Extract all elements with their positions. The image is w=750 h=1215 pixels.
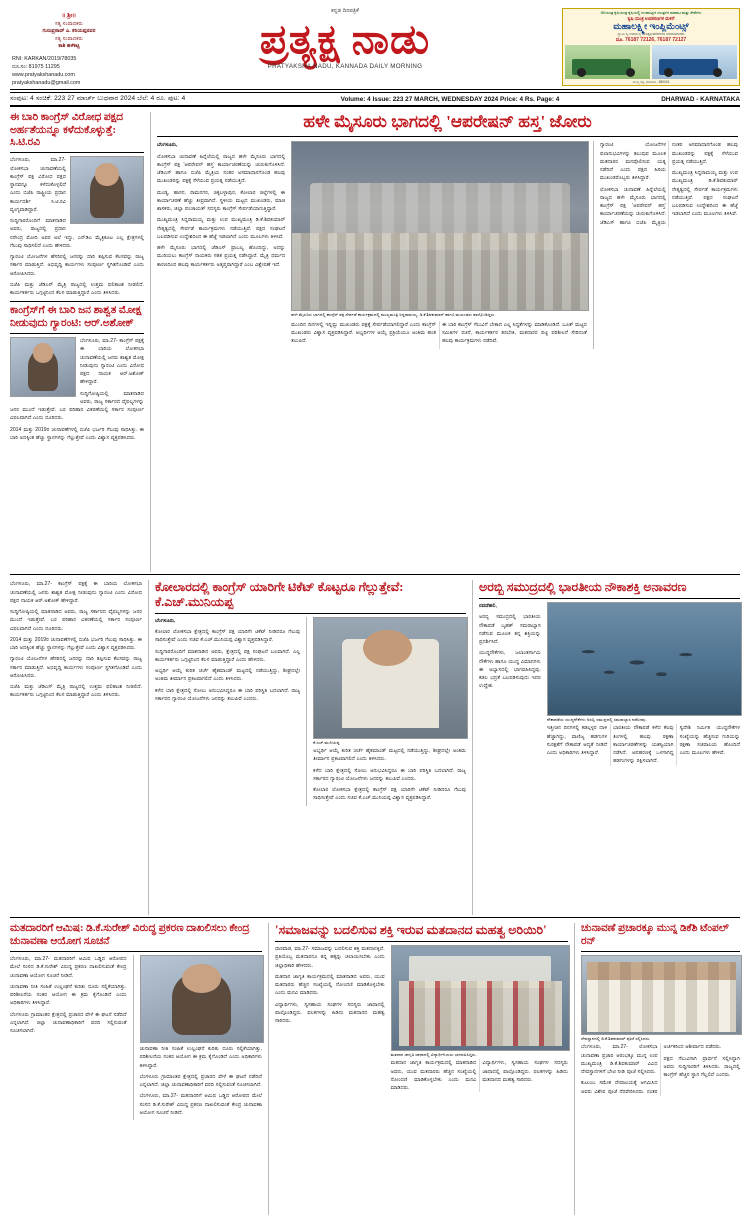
lead-photo [291,141,589,311]
lead-p4: ಹಳೇ ಮೈಸೂರು ಭಾಗದಲ್ಲಿ ಜೆಡಿಎಸ್ ಪ್ರಾಬಲ್ಯ ಹೊಂದಿದ್ದು, ಅದನ್ನು ಮುರಿಯಲು ಕಾಂಗ್ರೆಸ್ ನಾಯಕರು ಸತತ ಪ್ರಯತ್ನ ನಡೆಸಿದ್ದಾರೆ. ಮೈತ್ರಿ ಧರ್ಮದ ಕಾರಣದಿಂದ ಹಲವು ಕಾರ್ಯಕರ್ತರು ಅತೃಪ್ತರಾಗಿದ್ದಾರೆ ಎಂಬ ವಿಶ್ಲೇಷಣೆ ಇದೆ. [157,245,286,268]
dk-suresh-p4: ಚುನಾವಣಾ ನೀತಿ ಸಂಹಿತೆ ಉಲ್ಲಂಘನೆ ಕುರಿತು ದೂರು ಸಲ್ಲಿಕೆಯಾಗಿತ್ತು. ಪರಿಶೀಲನೆಯ ನಂತರ ಆಯೋಗ ಈ ಕ್ರಮ ಕೈಗೊಂಡಿದೆ ಎಂದು ಅಧಿಕಾರಿಗಳು ತಿಳಿಸಿದ್ದಾರೆ. [139,1046,262,1069]
vote-col-1 [275,945,385,1092]
dks-temple-headline: ಚುನಾವಣೆ ಪ್ರಚಾರಕ್ಕೂ ಮುನ್ನ ಡಿಕೆಶಿ ಟೆಂಪಲ್ ರನ್ [581,923,729,947]
navy-p2: ಯುದ್ಧನೌಕೆಗಳು, ಜಲಾಂತರ್ಗಾಮಿ ನೌಕೆಗಳು ಹಾಗೂ ಯುದ್ಧ ವಿಮಾನಗಳು ಈ ಅಭ್ಯಾಸದಲ್ಲಿ ಭಾಗವಹಿಸಿದ್ದವು. ಕಡಲ ಭದ್ರತೆ ಬಲಪಡಿಸುವುದು ಇದರ ಉದ್ದೇಶ. [479,650,541,690]
lead-p9: ಮುಖ್ಯಮಂತ್ರಿ ಸಿದ್ದರಾಮಯ್ಯ ಮತ್ತು ಉಪ ಮುಖ್ಯಮಂತ್ರಿ ಡಿ.ಕೆ.ಶಿವಕುಮಾರ್ ನೇತೃತ್ವದಲ್ಲಿ ಸೇರ್ಪಡೆ ಕಾರ್ಯಕ್ರಮಗಳು ನಡೆಯುತ್ತಿವೆ. ಪಕ್ಷದ ಸಂಘಟನೆ ಬಲಪಡಿಸುವ ಉದ್ದೇಶದಿಂದ ಈ ಹೆಜ್ಜೆ ಇಡಲಾಗಿದೆ ಎಂದು ಮೂಲಗಳು ತಿಳಿಸಿವೆ. [671,170,738,218]
lead-col-1 [157,141,285,348]
ad-description: ಸ್ವಾಮಿ ಸ್ವ ಅವಾದ ಸ್ಥ ಯಂತ್ರೋಪಕರಣಗಳ ಮಾರಾಟಗಾರರು [617,31,685,36]
mid-left-side-p4: ಗ್ಯಾರಂಟಿ ಯೋಜನೆಗಳ ಹೆಸರಿನಲ್ಲಿ ಜನರನ್ನು ದಾರಿ ತಪ್ಪಿಸುವ ಕೆಲಸವನ್ನು ರಾಜ್ಯ ಸರ್ಕಾರ ಮಾಡುತ್ತಿದೆ. ಅಭಿವೃದ್ಧಿ ಕಾರ್ಯಗಳು ಸಂಪೂರ್ಣ ಸ್ಥಗಿತಗೊಂಡಿವೆ ಎಂದು ಆರೋಪಿಸಿದರು. [10,656,142,679]
lead-story [150,112,738,572]
om-symbol: ॥ ಶ್ರೀ॥ [61,13,77,19]
story-dk-suresh [10,923,262,1215]
navy-col-1 [479,602,541,766]
zone-bottom [10,923,740,1215]
editor-name-2: ಕಾಶಿ ಹಳೆಕಟ್ಟಿ [58,43,80,50]
lead-headline: ಹಳೇ ಮೈಸೂರು ಭಾಗದಲ್ಲಿ 'ಆಪರೇಷನ್ ಹಸ್ತ' ಜೋರು [303,112,592,132]
dk-suresh-p1: ಬೆಂಗಳೂರು, ಮಾ.27- ಮತದಾರರಿಗೆ ಆಮಿಷ ಒಡ್ಡಿದ ಆರೋಪದ ಮೇಲೆ ಸಂಸದ ಡಿ.ಕೆ.ಸುರೇಶ್ ವಿರುದ್ಧ ಪ್ರಕರಣ ದಾಖಲಿಸುವಂತೆ ಕೇಂದ್ರ ಚುನಾವಣಾ ಆಯೋಗ ಸೂಚನೆ ನೀಡಿದೆ. [10,956,127,979]
ad-phone: ದೂ. 76187 72126, 76187 72127 [615,36,687,43]
kolar-photo-caption: ಕೆ.ಎಚ್.ಮುನಿಯಪ್ಪ [313,739,340,745]
dks-temple-caption: ದೇವಸ್ಥಾನದಲ್ಲಿ ಡಿ.ಕೆ.ಶಿವಕುಮಾರ್ ಪೂಜೆ ಸಲ್ಲಿಸಿದರು. [581,1036,651,1041]
story-navy [472,580,740,915]
masthead [10,8,740,90]
mid-left-story [10,580,142,915]
dk-suresh-photo [140,955,264,1043]
lead-p6: ಈ ಬಾರಿ ಕಾಂಗ್ರೆಸ್ ಗೆಲುವಿಗೆ ಬೇಕಾದ ಎಲ್ಲ ಸಿದ್ಧತೆಗಳನ್ನು ಮಾಡಿಕೊಂಡಿದೆ. ಬೂತ್ ಮಟ್ಟದ ಸಮಿತಿಗಳ ರಚನೆ, ಕಾರ್ಯಕರ್ತರ ತರಬೇತಿ, ಮತದಾರರ ಪಟ್ಟಿ ಪರಿಶೀಲನೆ ಸೇರಿದಂತೆ ಹಲವು ಕಾರ್ಯಕ್ರಮಗಳು ನಡೆದಿವೆ. [442,321,587,345]
navy-p4: ಭಾರತೀಯ ನೌಕಾಪಡೆ ಕಳೆದ ಕೆಲವು ತಿಂಗಳಲ್ಲಿ ಹಲವು ರಕ್ಷಣಾ ಕಾರ್ಯಾಚರಣೆಗಳನ್ನು ಯಶಸ್ವಿಯಾಗಿ ನಡೆಸಿದೆ. ಅಪಹರಣಕ್ಕೆ ಒಳಗಾಗಿದ್ದ ಹಡಗುಗಳನ್ನು ರಕ್ಷಿಸಲಾಗಿದೆ. [613,725,674,765]
dk-suresh-p6: ಬೆಂಗಳೂರು, ಮಾ.27- ಮತದಾರರಿಗೆ ಆಮಿಷ ಒಡ್ಡಿದ ಆರೋಪದ ಮೇಲೆ ಸಂಸದ ಡಿ.ಕೆ.ಸುರೇಶ್ ವಿರುದ್ಧ ಪ್ರಕರಣ ದಾಖಲಿಸುವಂತೆ ಕೇಂದ್ರ ಚುನಾವಣಾ ಆಯೋಗ ಸೂಚನೆ ನೀಡಿದೆ. [139,1093,262,1116]
lead-p8: ಲೋಕಸಭಾ ಚುನಾವಣೆ ಹಿನ್ನೆಲೆಯಲ್ಲಿ ರಾಜ್ಯದ ಹಳೇ ಮೈಸೂರು ಭಾಗದಲ್ಲಿ ಕಾಂಗ್ರೆಸ್ ಪಕ್ಷ 'ಆಪರೇಷನ್ ಹಸ್ತ' ಕಾರ್ಯಾಚರಣೆಯನ್ನು ಚುರುಕುಗೊಳಿಸಿದೆ. ಜೆಡಿಎಸ್ ಹಾಗೂ ಬಿಜೆಪಿ ಮೈತ್ರಿಯ ನಂತರ ಅಸಮಾಧಾನಗೊಂಡ ಹಲವು ಮುಖಂಡರನ್ನು ಪಕ್ಷಕ್ಕೆ ಸೆಳೆಯುವ ಪ್ರಯತ್ನ ನಡೆಯುತ್ತಿದೆ. [599,142,738,226]
newspaper-subtitle-english: PRATYAKSHA NADU, KANNADA DAILY MORNING [267,63,423,70]
ad-image-implement [652,45,737,79]
folio-bar [10,92,740,107]
navy-headline: ಅರಬ್ಬಿ ಸಮುದ್ರದಲ್ಲಿ ಭಾರತೀಯ ನೌಕಾಶಕ್ತಿ ಅನಾವರಣ [479,580,687,595]
masthead-website[interactable]: www.pratyakshanadu.com [12,72,75,79]
dk-suresh-headline: ಮತದಾರರಿಗೆ ಆಮಿಷ: ಡಿ.ಕೆ.ಸುರೇಶ್ ವಿರುದ್ಧ ಪ್ರಕರಣ ದಾಖಲಿಸಲು ಕೇಂದ್ರ ಚುನಾವಣಾ ಆಯೋಗ ಸೂಚನೆ [10,923,250,947]
kolar-p1: ಕೋಲಾರ ಲೋಕಸಭಾ ಕ್ಷೇತ್ರದಲ್ಲಿ ಕಾಂಗ್ರೆಸ್ ಪಕ್ಷ ಯಾರಿಗೇ ಟಿಕೆಟ್ ನೀಡಿದರೂ ಗೆಲುವು ಸಾಧಿಸುತ್ತೇವೆ ಎಂದು ಸಚಿವ ಕೆ.ಎಚ್.ಮುನಿಯಪ್ಪ ವಿಶ್ವಾಸ ವ್ಯಕ್ತಪಡಿಸಿದ್ದಾರೆ. [155,629,301,644]
kolar-p6: ಕಳೆದ ಬಾರಿ ಕ್ಷೇತ್ರದಲ್ಲಿ ಸೋಲು ಅನುಭವಿಸಿದ್ದರೂ ಈ ಬಾರಿ ಪರಿಸ್ಥಿತಿ ಬದಲಾಗಿದೆ. ರಾಜ್ಯ ಸರ್ಕಾರದ ಗ್ಯಾರಂಟಿ ಯೋಜನೆಗಳು ಜನರನ್ನು ತಲುಪಿವೆ ಎಂದರು. [313,767,466,782]
lead-dateline: ಬೆಂಗಳೂರು, [157,142,178,149]
editor-label-2: ಸತ್ಯ ಸಂಪಾದಕರು [55,35,83,42]
story-dks-temple [574,923,740,1215]
kolar-p2: ಸುದ್ದಿಗಾರರೊಂದಿಗೆ ಮಾತನಾಡಿದ ಅವರು, ಕ್ಷೇತ್ರದಲ್ಲಿ ಪಕ್ಷ ಸಂಘಟನೆ ಬಲವಾಗಿದೆ. ಎಲ್ಲ ಕಾರ್ಯಕರ್ತರು ಒಗ್ಗಟ್ಟಿನಿಂದ ಕೆಲಸ ಮಾಡುತ್ತಿದ್ದಾರೆ ಎಂದು ಹೇಳಿದರು. [155,648,301,663]
lead-p5: ಮುಂದಿನ ದಿನಗಳಲ್ಲಿ ಇನ್ನಷ್ಟು ಮುಖಂಡರು ಪಕ್ಷಕ್ಕೆ ಸೇರ್ಪಡೆಯಾಗಲಿದ್ದಾರೆ ಎಂದು ಕಾಂಗ್ರೆಸ್ ಮುಖಂಡರು ವಿಶ್ವಾಸ ವ್ಯಕ್ತಪಡಿಸಿದ್ದಾರೆ. ಅಭ್ಯರ್ಥಿಗಳ ಆಯ್ಕೆ ಪ್ರಕ್ರಿಯೆಯೂ ಅಂತಿಮ ಹಂತ ತಲುಪಿದೆ. [291,321,437,345]
left-top-p2: ಸುದ್ದಿಗಾರರೊಂದಿಗೆ ಮಾತನಾಡಿದ ಅವರು, ರಾಜ್ಯದಲ್ಲಿ ಪ್ರಧಾನಿ ನರೇಂದ್ರ ಮೋದಿ ಅವರ ಅಲೆ ಇದ್ದು, ಎನ್‌ಡಿಎ ಮೈತ್ರಿಕೂಟ ಎಲ್ಲ ಕ್ಷೇತ್ರಗಳಲ್ಲಿ ಗೆಲುವು ಸಾಧಿಸಲಿದೆ ಎಂದು ಹೇಳಿದರು. [10,218,144,249]
left-top-headline: ಈ ಬಾರಿ ಕಾಂಗ್ರೆಸ್ ವಿರೋಧ ಪಕ್ಷದ ಅರ್ಹತೆಯನ್ನೂ ಕಳೆದುಕೊಳ್ಳುತ್ತೆ: ಸಿ.ಟಿ.ರವಿ [10,112,124,148]
editor-name-1: ಗುರುಪ್ರಸಾದ್ ಎ. ಕರಿಯಪ್ಪನವರ [42,28,96,35]
lead-p7: ಗ್ಯಾರಂಟಿ ಯೋಜನೆಗಳ ಫಲಾನುಭವಿಗಳನ್ನು ತಲುಪುವ ಮೂಲಕ ಮತದಾರರ ಮನವೊಲಿಸುವ ಯತ್ನ ನಡೆದಿದೆ ಎಂದು ಪಕ್ಷದ ಹಿರಿಯ ಮುಖಂಡರೊಬ್ಬರು ತಿಳಿಸಿದ್ದಾರೆ. [599,142,666,182]
lead-p2: ಮಂಡ್ಯ, ಹಾಸನ, ರಾಮನಗರ, ಚಿಕ್ಕಬಳ್ಳಾಪುರ, ಕೋಲಾರ ಜಿಲ್ಲೆಗಳಲ್ಲಿ ಈ ಕಾರ್ಯಾಚರಣೆ ಹೆಚ್ಚು ತೀವ್ರವಾಗಿದೆ. ಸ್ಥಳೀಯ ಮಟ್ಟದ ಮುಖಂಡರು, ಮಾಜಿ ಶಾಸಕರು, ಜಿಲ್ಲಾ ಪಂಚಾಯತ್ ಸದಸ್ಯರು ಕಾಂಗ್ರೆಸ್ ಸೇರ್ಪಡೆಯಾಗುತ್ತಿದ್ದಾರೆ. [157,189,286,213]
vote-col-2 [391,945,568,1092]
ad-address: ಮುಖ್ಯ ರಸ್ತೆ, ಧಾರವಾಡ - 580001 [632,79,670,84]
ad-image-tractor [565,45,650,79]
folio-edition: DHARWAD - KARNATAKA [661,95,740,103]
left-top-p1: ಬೆಂಗಳೂರು, ಮಾ.27- ಲೋಕಸಭಾ ಚುನಾವಣೆಯಲ್ಲಿ ಕಾಂಗ್ರೆಸ್ ಪಕ್ಷ ವಿರೋಧ ಪಕ್ಷದ ಸ್ಥಾನವನ್ನೂ ಕಳೆದುಕೊಳ್ಳಲಿದೆ ಎಂದು ಬಿಜೆಪಿ ರಾಷ್ಟ್ರೀಯ ಪ್ರಧಾನ ಕಾರ್ಯದರ್ಶಿ ಸಿ.ಟಿ.ರವಿ ವ್ಯಂಗ್ಯವಾಡಿದ್ದಾರೆ. [10,157,66,213]
masthead-email[interactable]: pratyakshanadu@gmail.com [12,80,81,87]
navy-p1: ಅರಬ್ಬಿ ಸಮುದ್ರದಲ್ಲಿ ಭಾರತೀಯ ನೌಕಾಪಡೆ ಬೃಹತ್ ಸಮರಾಭ್ಯಾಸ ನಡೆಸುವ ಮೂಲಕ ತನ್ನ ಶಕ್ತಿಯನ್ನು ಪ್ರದರ್ಶಿಸಿದೆ. [479,614,541,645]
lead-p3: ಮುಖ್ಯಮಂತ್ರಿ ಸಿದ್ದರಾಮಯ್ಯ ಮತ್ತು ಉಪ ಮುಖ್ಯಮಂತ್ರಿ ಡಿ.ಕೆ.ಶಿವಕುಮಾರ್ ನೇತೃತ್ವದಲ್ಲಿ ಸೇರ್ಪಡೆ ಕಾರ್ಯಕ್ರಮಗಳು ನಡೆಯುತ್ತಿವೆ. ಪಕ್ಷದ ಸಂಘಟನೆ ಬಲಪಡಿಸುವ ಉದ್ದೇಶದಿಂದ ಈ ಹೆಜ್ಜೆ ಇಡಲಾಗಿದೆ ಎಂದು ಮೂಲಗಳು ತಿಳಿಸಿವೆ. [157,217,286,240]
dks-p1: ಬೆಂಗಳೂರು, ಮಾ.27- ಲೋಕಸಭಾ ಚುನಾವಣಾ ಪ್ರಚಾರ ಆರಂಭಕ್ಕೂ ಮುನ್ನ ಉಪ ಮುಖ್ಯಮಂತ್ರಿ ಡಿ.ಕೆ.ಶಿವಕುಮಾರ್ ವಿವಿಧ ದೇವಸ್ಥಾನಗಳಿಗೆ ಭೇಟಿ ನೀಡಿ ಪೂಜೆ ಸಲ್ಲಿಸಿದರು. [581,1044,658,1076]
left-mid-photo [10,337,76,397]
left-mid-headline: ಕಾಂಗ್ರೆಸ್‌ಗೆ ಈ ಬಾರಿ ಜನ ಶಾಶ್ವತ ಮೋಕ್ಷ ನೀಡುವುದು ಗ್ಯಾರಂಟಿ: ಆರ್.ಅಶೋಕ್ [10,305,142,329]
mid-left-side-p5: ಬಿಜೆಪಿ ಮತ್ತು ಜೆಡಿಎಸ್ ಮೈತ್ರಿ ರಾಜ್ಯದಲ್ಲಿ ಉತ್ತಮ ಫಲಿತಾಂಶ ನೀಡಲಿದೆ. ಕಾರ್ಯಕರ್ತರು ಒಗ್ಗಟ್ಟಿನಿಂದ ಕೆಲಸ ಮಾಡುತ್ತಿದ್ದಾರೆ ಎಂದು ತಿಳಿಸಿದರು. [10,684,142,699]
navy-photo-caption: ನೌಕಾಪಡೆಯ ಯುದ್ಧನೌಕೆಗಳು ಅರಬ್ಬಿ ಸಮುದ್ರದಲ್ಲಿ ಸಮರಾಭ್ಯಾಸ ನಡೆಸಿದವು. [546,717,647,722]
left-top-photo [70,156,144,224]
left-top-p3: ಗ್ಯಾರಂಟಿ ಯೋಜನೆಗಳ ಹೆಸರಿನಲ್ಲಿ ಜನರನ್ನು ದಾರಿ ತಪ್ಪಿಸುವ ಕೆಲಸವನ್ನು ರಾಜ್ಯ ಸರ್ಕಾರ ಮಾಡುತ್ತಿದೆ. ಅಭಿವೃದ್ಧಿ ಕಾರ್ಯಗಳು ಸಂಪೂರ್ಣ ಸ್ಥಗಿತಗೊಂಡಿವೆ ಎಂದು ಆರೋಪಿಸಿದರು. [10,254,144,277]
lead-col-right [593,141,738,348]
kolar-dateline: ಬೆಂಗಳೂರು, [155,617,176,624]
vote-awareness-headline: 'ಸಮಾಜವನ್ನು ಬದಲಿಸುವ ಶಕ್ತಿ ಇರುವ ಮತದಾನದ ಮಹತ್ವ ಅರಿಯಿರಿ' [275,923,547,938]
kolar-p3: ಅಭ್ಯರ್ಥಿ ಆಯ್ಕೆ ಕುರಿತ ಚರ್ಚೆ ಹೈಕಮಾಂಡ್ ಮಟ್ಟದಲ್ಲಿ ನಡೆಯುತ್ತಿದ್ದು, ಶೀಘ್ರದಲ್ಲೇ ಅಂತಿಮ ತೀರ್ಮಾನ ಪ್ರಕಟವಾಗಲಿದೆ ಎಂದು ತಿಳಿಸಿದರು. [155,668,301,683]
editor-label-1: ಸತ್ಯ ಸಂಪಾದಕರು [55,20,83,27]
masthead-meta [10,55,128,87]
dks-p2: ಕುಟುಂಬ ಸಮೇತ ದೇವಾಲಯಕ್ಕೆ ಆಗಮಿಸಿದ ಅವರು ವಿಶೇಷ ಪೂಜೆ ನೆರವೇರಿಸಿದರು. ನಂತರ ಅರ್ಚಕರಿಂದ ಆಶೀರ್ವಾದ ಪಡೆದರು. [581,1044,722,1095]
dk-suresh-p2: ಚುನಾವಣಾ ನೀತಿ ಸಂಹಿತೆ ಉಲ್ಲಂಘನೆ ಕುರಿತು ದೂರು ಸಲ್ಲಿಕೆಯಾಗಿತ್ತು. ಪರಿಶೀಲನೆಯ ನಂತರ ಆಯೋಗ ಈ ಕ್ರಮ ಕೈಗೊಂಡಿದೆ ಎಂದು ಅಧಿಕಾರಿಗಳು ತಿಳಿಸಿದ್ದಾರೆ. [10,983,127,1007]
mid-left-side-p3: 2014 ಮತ್ತು 2019ರ ಚುನಾವಣೆಗಳಲ್ಲಿ ಬಿಜೆಪಿ ಭರ್ಜರಿ ಗೆಲುವು ಸಾಧಿಸಿತ್ತು. ಈ ಬಾರಿ ಅದಕ್ಕಿಂತ ಹೆಚ್ಚು ಸ್ಥಾನಗಳನ್ನು ಗೆಲ್ಲುತ್ತೇವೆ ಎಂದು ವಿಶ್ವಾಸ ವ್ಯಕ್ತಪಡಿಸಿದರು. [10,636,142,651]
rni-number: RNI: KARKAN/2019/78035 [12,55,77,62]
vote-p2: ಮತದಾನ ಜಾಗೃತಿ ಕಾರ್ಯಕ್ರಮದಲ್ಲಿ ಮಾತನಾಡಿದ ಅವರು, ಯುವ ಮತದಾರರು ಹೆಚ್ಚಿನ ಸಂಖ್ಯೆಯಲ್ಲಿ ನೋಂದಣಿ ಮಾಡಿಕೊಳ್ಳಬೇಕು ಎಂದು ಮನವಿ ಮಾಡಿದರು. [275,973,385,997]
top-advertisement[interactable] [562,8,740,86]
ad-tagline: ಅನಿಯಂತ್ರ ಕೃಷಿಯಂತ್ರ ಕೃಷಿಯಲ್ಲಿ ಗುಣಮಟ್ಟದ ಯಂತ್ರಗಳ ಮಾರಾಟ ಮತ್ತು ಸೇವೆಗಳು [600,11,702,15]
kolar-col-2 [306,617,466,806]
dk-suresh-col-2 [133,955,262,1120]
left-mid-p1: ಬೆಂಗಳೂರು, ಮಾ.27- ಕಾಂಗ್ರೆಸ್ ಪಕ್ಷಕ್ಕೆ ಈ ಬಾರಿಯ ಲೋಕಸಭಾ ಚುನಾವಣೆಯಲ್ಲಿ ಜನರು ಶಾಶ್ವತ ಮೋಕ್ಷ ನೀಡುವುದು ಗ್ಯಾರಂಟಿ ಎಂದು ವಿರೋಧ ಪಕ್ಷದ ನಾಯಕ ಆರ್.ಅಶೋಕ್ ಹೇಳಿದ್ದಾರೆ. [80,338,144,386]
vote-p4: ಮತದಾನ ಜಾಗೃತಿ ಕಾರ್ಯಕ್ರಮದಲ್ಲಿ ಮಾತನಾಡಿದ ಅವರು, ಯುವ ಮತದಾರರು ಹೆಚ್ಚಿನ ಸಂಖ್ಯೆಯಲ್ಲಿ ನೋಂದಣಿ ಮಾಡಿಕೊಳ್ಳಬೇಕು ಎಂದು ಮನವಿ ಮಾಡಿದರು. [390,1060,477,1092]
dks-p3: ಪಕ್ಷದ ಗೆಲುವಿಗಾಗಿ ಪ್ರಾರ್ಥನೆ ಸಲ್ಲಿಸಿದ್ದಾಗಿ ಅವರು ಸುದ್ದಿಗಾರರಿಗೆ ತಿಳಿಸಿದರು. ರಾಜ್ಯದಲ್ಲಿ ಕಾಂಗ್ರೆಸ್ ಹೆಚ್ಚಿನ ಸ್ಥಾನ ಗೆಲ್ಲಲಿದೆ ಎಂದರು. [663,1055,740,1079]
masthead-kannada-tag: ಕನ್ನಡ ದಿನಪತ್ರಿಕೆ [331,8,359,14]
left-mid-p2: ಸುದ್ದಿಗೋಷ್ಠಿಯಲ್ಲಿ ಮಾತನಾಡಿದ ಅವರು, ರಾಜ್ಯ ಸರ್ಕಾರದ ವೈಫಲ್ಯಗಳನ್ನು ಜನರ ಮುಂದೆ ಇಡುತ್ತೇವೆ. ಬರ ಪರಿಹಾರ ವಿತರಣೆಯಲ್ಲಿ ಸರ್ಕಾರ ಸಂಪೂರ್ಣ ವಿಫಲವಾಗಿದೆ ಎಂದು ದೂರಿದರು. [10,390,144,422]
mid-left-side-p2: ಸುದ್ದಿಗೋಷ್ಠಿಯಲ್ಲಿ ಮಾತನಾಡಿದ ಅವರು, ರಾಜ್ಯ ಸರ್ಕಾರದ ವೈಫಲ್ಯಗಳನ್ನು ಜನರ ಮುಂದೆ ಇಡುತ್ತೇವೆ. ಬರ ಪರಿಹಾರ ವಿತರಣೆಯಲ್ಲಿ ಸರ್ಕಾರ ಸಂಪೂರ್ಣ ವಿಫಲವಾಗಿದೆ ಎಂದು ದೂರಿದರು. [10,609,142,632]
vote-p3: ವಿದ್ಯಾರ್ಥಿಗಳು, ಸ್ವಸಹಾಯ ಸಂಘಗಳ ಸದಸ್ಯರು ಜಾಥಾದಲ್ಲಿ ಪಾಲ್ಗೊಂಡಿದ್ದರು. ಫಲಕಗಳನ್ನು ಹಿಡಿದು ಮತದಾನದ ಮಹತ್ವ ಸಾರಿದರು. [275,1001,385,1024]
zone-top [10,112,740,572]
dks-temple-photo [581,955,742,1035]
ad-product-images [565,45,737,79]
dk-suresh-p5: ಬೆಂಗಳೂರು ಗ್ರಾಮಾಂತರ ಕ್ಷೇತ್ರದಲ್ಲಿ ಪ್ರಚಾರದ ವೇಳೆ ಈ ಘಟನೆ ನಡೆದಿದೆ ಎನ್ನಲಾಗಿದೆ. ಜಿಲ್ಲಾ ಚುನಾವಣಾಧಿಕಾರಿಗೆ ವರದಿ ಸಲ್ಲಿಸುವಂತೆ ಸೂಚಿಸಲಾಗಿದೆ. [139,1073,262,1088]
folio-english: Volume: 4 Issue: 223 27 MARCH, WEDNESDAY 2024 Price: 4 Rs. Page: 4 [340,95,560,103]
kolar-photo [313,617,468,739]
dk-suresh-p3: ಬೆಂಗಳೂರು ಗ್ರಾಮಾಂತರ ಕ್ಷೇತ್ರದಲ್ಲಿ ಪ್ರಚಾರದ ವೇಳೆ ಈ ಘಟನೆ ನಡೆದಿದೆ ಎನ್ನಲಾಗಿದೆ. ಜಿಲ್ಲಾ ಚುನಾವಣಾಧಿಕಾರಿಗೆ ವರದಿ ಸಲ್ಲಿಸುವಂತೆ ಸೂಚಿಸಲಾಗಿದೆ. [10,1011,127,1034]
newspaper-title: ಪ್ರತ್ಯಕ್ಷ ನಾಡು [259,16,431,62]
lead-photo-caption: ಹಳೇ ಮೈಸೂರು ಭಾಗದಲ್ಲಿ ಕಾಂಗ್ರೆಸ್ ಪಕ್ಷ ಸೇರ್ಪಡೆ ಕಾರ್ಯಕ್ರಮದಲ್ಲಿ ಮುಖ್ಯಮಂತ್ರಿ ಸಿದ್ದರಾಮಯ್ಯ, ಡಿ.ಕೆ.ಶಿವಕುಮಾರ್ ಹಾಗೂ ಮುಖಂಡರು ಪಾಲ್ಗೊಂಡಿದ್ದರು. [291,312,496,318]
mid-left-sidebar-text [10,580,142,702]
left-mid-p3: 2014 ಮತ್ತು 2019ರ ಚುನಾವಣೆಗಳಲ್ಲಿ ಬಿಜೆಪಿ ಭರ್ಜರಿ ಗೆಲುವು ಸಾಧಿಸಿತ್ತು. ಈ ಬಾರಿ ಅದಕ್ಕಿಂತ ಹೆಚ್ಚು ಸ್ಥಾನಗಳನ್ನು ಗೆಲ್ಲುತ್ತೇವೆ ಎಂದು ವಿಶ್ವಾಸ ವ್ಯಕ್ತಪಡಿಸಿದರು. [10,426,144,441]
masthead-center [134,8,556,70]
kolar-col-1 [155,617,300,806]
lead-col-center [291,141,587,348]
folio-kannada: ಸಂಪುಟ: 4 ಸಂಚಿಕೆ: 223 27 ಮಾರ್ಚ್ ಬುಧವಾರ 2024 ಬೆಲೆ: 4 ರೂ. ಪುಟ: 4 [10,95,186,103]
story-kolar [148,580,466,915]
navy-dateline: ನವದೆಹಲಿ, [479,603,497,609]
left-column [10,112,144,572]
story-vote-awareness [268,923,568,1215]
ad-brand-name: ಮಹಾಲಕ್ಷ್ಮೀ ಇಂಪ್ಲಿಮೆಂಟ್ಸ್ [613,20,689,31]
zone-middle [10,580,740,915]
dk-suresh-col-1 [10,955,127,1120]
kolar-p5: ಅಭ್ಯರ್ಥಿ ಆಯ್ಕೆ ಕುರಿತ ಚರ್ಚೆ ಹೈಕಮಾಂಡ್ ಮಟ್ಟದಲ್ಲಿ ನಡೆಯುತ್ತಿದ್ದು, ಶೀಘ್ರದಲ್ಲೇ ಅಂತಿಮ ತೀರ್ಮಾನ ಪ್ರಕಟವಾಗಲಿದೆ ಎಂದು ತಿಳಿಸಿದರು. [313,748,466,763]
ad-subtagline: ಕೃಷಿ ಯಂತ್ರ ಉಪಕರಣಗಳ ಮಳಿಗೆ [627,15,675,21]
navy-p3: ಇತ್ತೀಚಿನ ದಿನಗಳಲ್ಲಿ ಕಡಲ್ಗಳ್ಳರ ದಾಳಿ ಹೆಚ್ಚಾಗಿದ್ದು, ವಾಣಿಜ್ಯ ಹಡಗುಗಳ ಸುರಕ್ಷತೆಗೆ ನೌಕಾಪಡೆ ಆದ್ಯತೆ ನೀಡಿದೆ ಎಂದು ಅಧಿಕಾರಿಗಳು ತಿಳಿಸಿದ್ದಾರೆ. [546,725,608,757]
vote-awareness-photo [391,945,570,1051]
kolar-p4: ಕಳೆದ ಬಾರಿ ಕ್ಷೇತ್ರದಲ್ಲಿ ಸೋಲು ಅನುಭವಿಸಿದ್ದರೂ ಈ ಬಾರಿ ಪರಿಸ್ಥಿತಿ ಬದಲಾಗಿದೆ. ರಾಜ್ಯ ಸರ್ಕಾರದ ಗ್ಯಾರಂಟಿ ಯೋಜನೆಗಳು ಜನರನ್ನು ತಲುಪಿವೆ ಎಂದರು. [155,687,301,702]
left-top-p4: ಬಿಜೆಪಿ ಮತ್ತು ಜೆಡಿಎಸ್ ಮೈತ್ರಿ ರಾಜ್ಯದಲ್ಲಿ ಉತ್ತಮ ಫಲಿತಾಂಶ ನೀಡಲಿದೆ. ಕಾರ್ಯಕರ್ತರು ಒಗ್ಗಟ್ಟಿನಿಂದ ಕೆಲಸ ಮಾಡುತ್ತಿದ್ದಾರೆ ಎಂದು ತಿಳಿಸಿದರು. [10,281,144,297]
vote-photo-caption: ಮತದಾನ ಜಾಗೃತಿ ಜಾಥಾದಲ್ಲಿ ವಿದ್ಯಾರ್ಥಿನಿಯರು ಭಾಗವಹಿಸಿದ್ದರು. [390,1052,477,1057]
kolar-headline: ಕೋಲಾರದಲ್ಲಿ ಕಾಂಗ್ರೆಸ್ ಯಾರಿಗೇ ಟಿಕೆಟ್ ಕೊಟ್ಟರೂ ಗೆಲ್ಲುತ್ತೇವೆ: ಕೆ.ಎಚ್.ಮುನಿಯಪ್ಪ [155,580,404,609]
masthead-phone: ದೂ.ಸಂ: 81975 11295 [12,63,60,70]
navy-photo [547,602,742,716]
lead-p1: ಲೋಕಸಭಾ ಚುನಾವಣೆ ಹಿನ್ನೆಲೆಯಲ್ಲಿ ರಾಜ್ಯದ ಹಳೇ ಮೈಸೂರು ಭಾಗದಲ್ಲಿ ಕಾಂಗ್ರೆಸ್ ಪಕ್ಷ 'ಆಪರೇಷನ್ ಹಸ್ತ' ಕಾರ್ಯಾಚರಣೆಯನ್ನು ಚುರುಕುಗೊಳಿಸಿದೆ. ಜೆಡಿಎಸ್ ಹಾಗೂ ಬಿಜೆಪಿ ಮೈತ್ರಿಯ ನಂತರ ಅಸಮಾಧಾನಗೊಂಡ ಹಲವು ಮುಖಂಡರನ್ನು ಪಕ್ಷಕ್ಕೆ ಸೆಳೆಯುವ ಪ್ರಯತ್ನ ನಡೆಯುತ್ತಿದೆ. [157,153,286,185]
vote-p1: ಧಾರವಾಡ, ಮಾ.27- ಸಮಾಜವನ್ನು ಬದಲಿಸುವ ಶಕ್ತಿ ಮತದಾನಕ್ಕಿದೆ. ಪ್ರತಿಯೊಬ್ಬ ಮತದಾರನೂ ತನ್ನ ಹಕ್ಕನ್ನು ಚಲಾಯಿಸಬೇಕು ಎಂದು ಜಿಲ್ಲಾಧಿಕಾರಿ ಹೇಳಿದರು. [275,946,385,969]
kolar-p7: ಕೋಲಾರ ಲೋಕಸಭಾ ಕ್ಷೇತ್ರದಲ್ಲಿ ಕಾಂಗ್ರೆಸ್ ಪಕ್ಷ ಯಾರಿಗೇ ಟಿಕೆಟ್ ನೀಡಿದರೂ ಗೆಲುವು ಸಾಧಿಸುತ್ತೇವೆ ಎಂದು ಸಚಿವ ಕೆ.ಎಚ್.ಮುನಿಯಪ್ಪ ವಿಶ್ವಾಸ ವ್ಯಕ್ತಪಡಿಸಿದ್ದಾರೆ. [313,787,466,802]
masthead-left-credits [10,8,128,87]
navy-col-2 [547,602,740,766]
vote-p5: ವಿದ್ಯಾರ್ಥಿಗಳು, ಸ್ವಸಹಾಯ ಸಂಘಗಳ ಸದಸ್ಯರು ಜಾಥಾದಲ್ಲಿ ಪಾಲ್ಗೊಂಡಿದ್ದರು. ಫಲಕಗಳನ್ನು ಹಿಡಿದು ಮತದಾನದ ಮಹತ್ವ ಸಾರಿದರು. [482,1060,568,1083]
navy-p5: ಸ್ವದೇಶಿ ನಿರ್ಮಿತ ಯುದ್ಧನೌಕೆಗಳ ಸಂಖ್ಯೆಯನ್ನು ಹೆಚ್ಚಿಸುವ ಗುರಿಯನ್ನು ರಕ್ಷಣಾ ಸಚಿವಾಲಯ ಹೊಂದಿದೆ ಎಂದು ಮೂಲಗಳು ಹೇಳಿವೆ. [679,725,740,757]
mid-left-side-p1: ಬೆಂಗಳೂರು, ಮಾ.27- ಕಾಂಗ್ರೆಸ್ ಪಕ್ಷಕ್ಕೆ ಈ ಬಾರಿಯ ಲೋಕಸಭಾ ಚುನಾವಣೆಯಲ್ಲಿ ಜನರು ಶಾಶ್ವತ ಮೋಕ್ಷ ನೀಡುವುದು ಗ್ಯಾರಂಟಿ ಎಂದು ವಿರೋಧ ಪಕ್ಷದ ನಾಯಕ ಆರ್.ಅಶೋಕ್ ಹೇಳಿದ್ದಾರೆ. [10,581,142,604]
